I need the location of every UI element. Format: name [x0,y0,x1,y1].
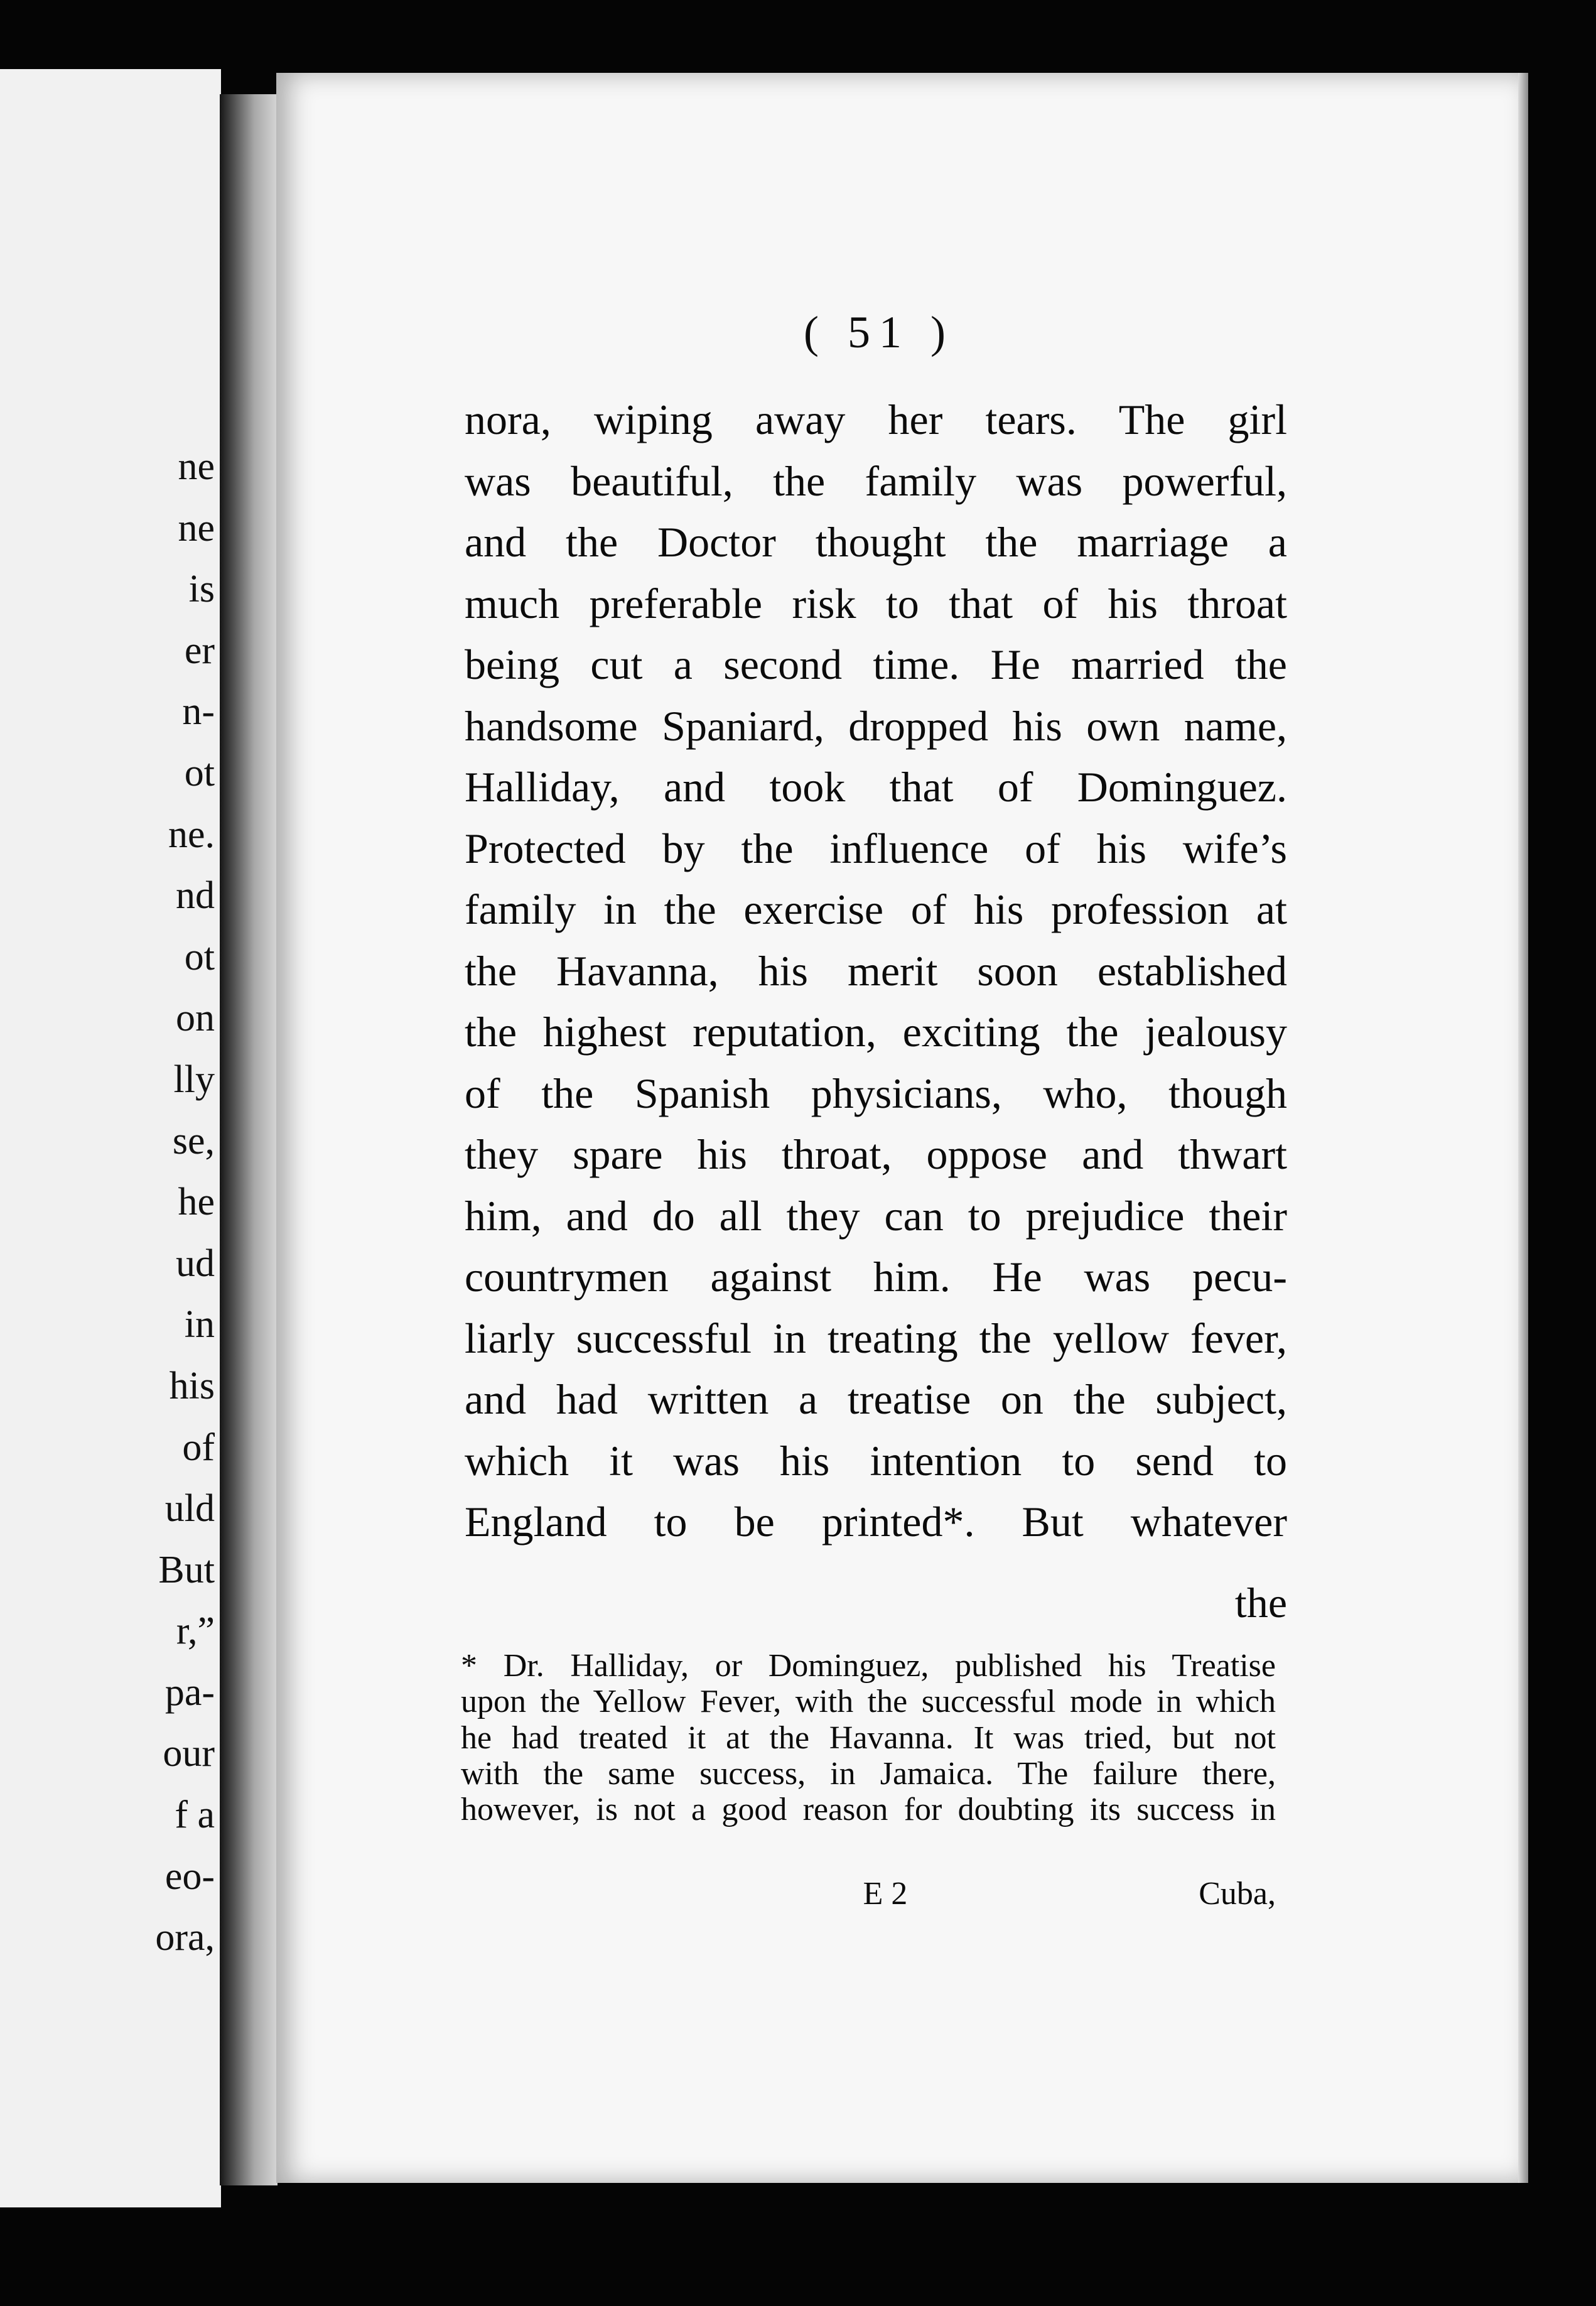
body-line: countrymen against him. He was pecu- [465,1253,1287,1301]
left-page [0,69,221,2207]
footnote-line: upon the Yellow Fever, with the successful mode in which [461,1684,1276,1720]
body-line: of the Spanish physicians, who, though [465,1069,1287,1117]
body-line: was beautiful, the family was powerful, [465,457,1287,505]
body-line: handsome Spaniard, dropped his own name, [465,701,1287,750]
footnote-line: with the same success, in Jamaica. The failure there, [461,1755,1276,1792]
left-fragment: nd [176,874,215,918]
left-fragment: pa- [164,1670,215,1714]
body-line: Halliday, and took that of Dominguez. [465,763,1287,811]
body-line: they spare his throat, oppose and thwart [465,1130,1287,1178]
book-gutter-shadow [220,94,278,2185]
left-fragment: ot [184,751,215,794]
left-fragment: f a [175,1794,215,1837]
left-fragment: of [182,1426,215,1469]
footnote [461,1648,1276,1827]
left-fragment: ne. [168,813,215,856]
body-line: and the Doctor thought the marriage a [465,518,1287,566]
body-line: much preferable risk to that of his throat [465,579,1287,627]
body-line: him, and do all they can to prejudice their [465,1191,1287,1240]
body-line: being cut a second time. He married the [465,641,1287,688]
body-line: nora, wiping away her tears. The girl [465,396,1287,443]
left-fragment: is [188,568,215,611]
left-fragment: his [169,1364,215,1407]
left-fragment: on [176,997,215,1040]
page-edge [1518,73,1528,2183]
left-fragment: se, [172,1119,215,1162]
body-line: Protected by the influence of his wife’s [465,824,1287,872]
left-fragment: ne [178,506,215,549]
left-fragment: r,” [176,1610,215,1653]
footnote-line: however, is not a good reason for doubting its success in [461,1792,1276,1828]
footnote-line: * Dr. Halliday, or Dominguez, published his Treatise [461,1648,1276,1684]
left-fragment: ud [176,1242,215,1285]
left-fragment: uld [164,1487,215,1530]
body-line: family in the exercise of his profession at [465,885,1287,933]
body-line: the highest reputation, exciting the jealousy [465,1008,1287,1056]
signature-mark: E 2 [863,1876,908,1912]
left-fragment: in [184,1303,215,1346]
left-fragment: lly [173,1058,215,1101]
left-fragment: eo- [164,1854,215,1898]
body-line: which it was his intention to send to [465,1436,1287,1485]
body-text [465,389,1287,1553]
left-fragment: ne [178,445,215,488]
left-fragment: ora, [155,1916,215,1959]
body-line: liarly successful in treating the yellow fever, [465,1314,1287,1362]
left-fragment: n- [182,690,215,733]
body-line: the Havanna, his merit soon established [465,946,1287,995]
left-fragment: ot [184,935,215,978]
left-fragment: But [158,1548,215,1591]
left-fragment: our [163,1732,215,1775]
footer-catchword: Cuba, [1199,1876,1276,1912]
catchword: the [1234,1579,1287,1627]
left-page-text-fragments [26,436,215,1969]
page-number: ( 51 ) [804,307,954,357]
left-fragment: er [184,629,215,672]
body-line: England to be printed*. But whatever [465,1498,1287,1545]
left-fragment: he [178,1181,215,1224]
footnote-line: he had treated it at the Havanna. It was tried, but not [461,1719,1276,1756]
body-line: and had written a treatise on the subject, [465,1375,1287,1423]
